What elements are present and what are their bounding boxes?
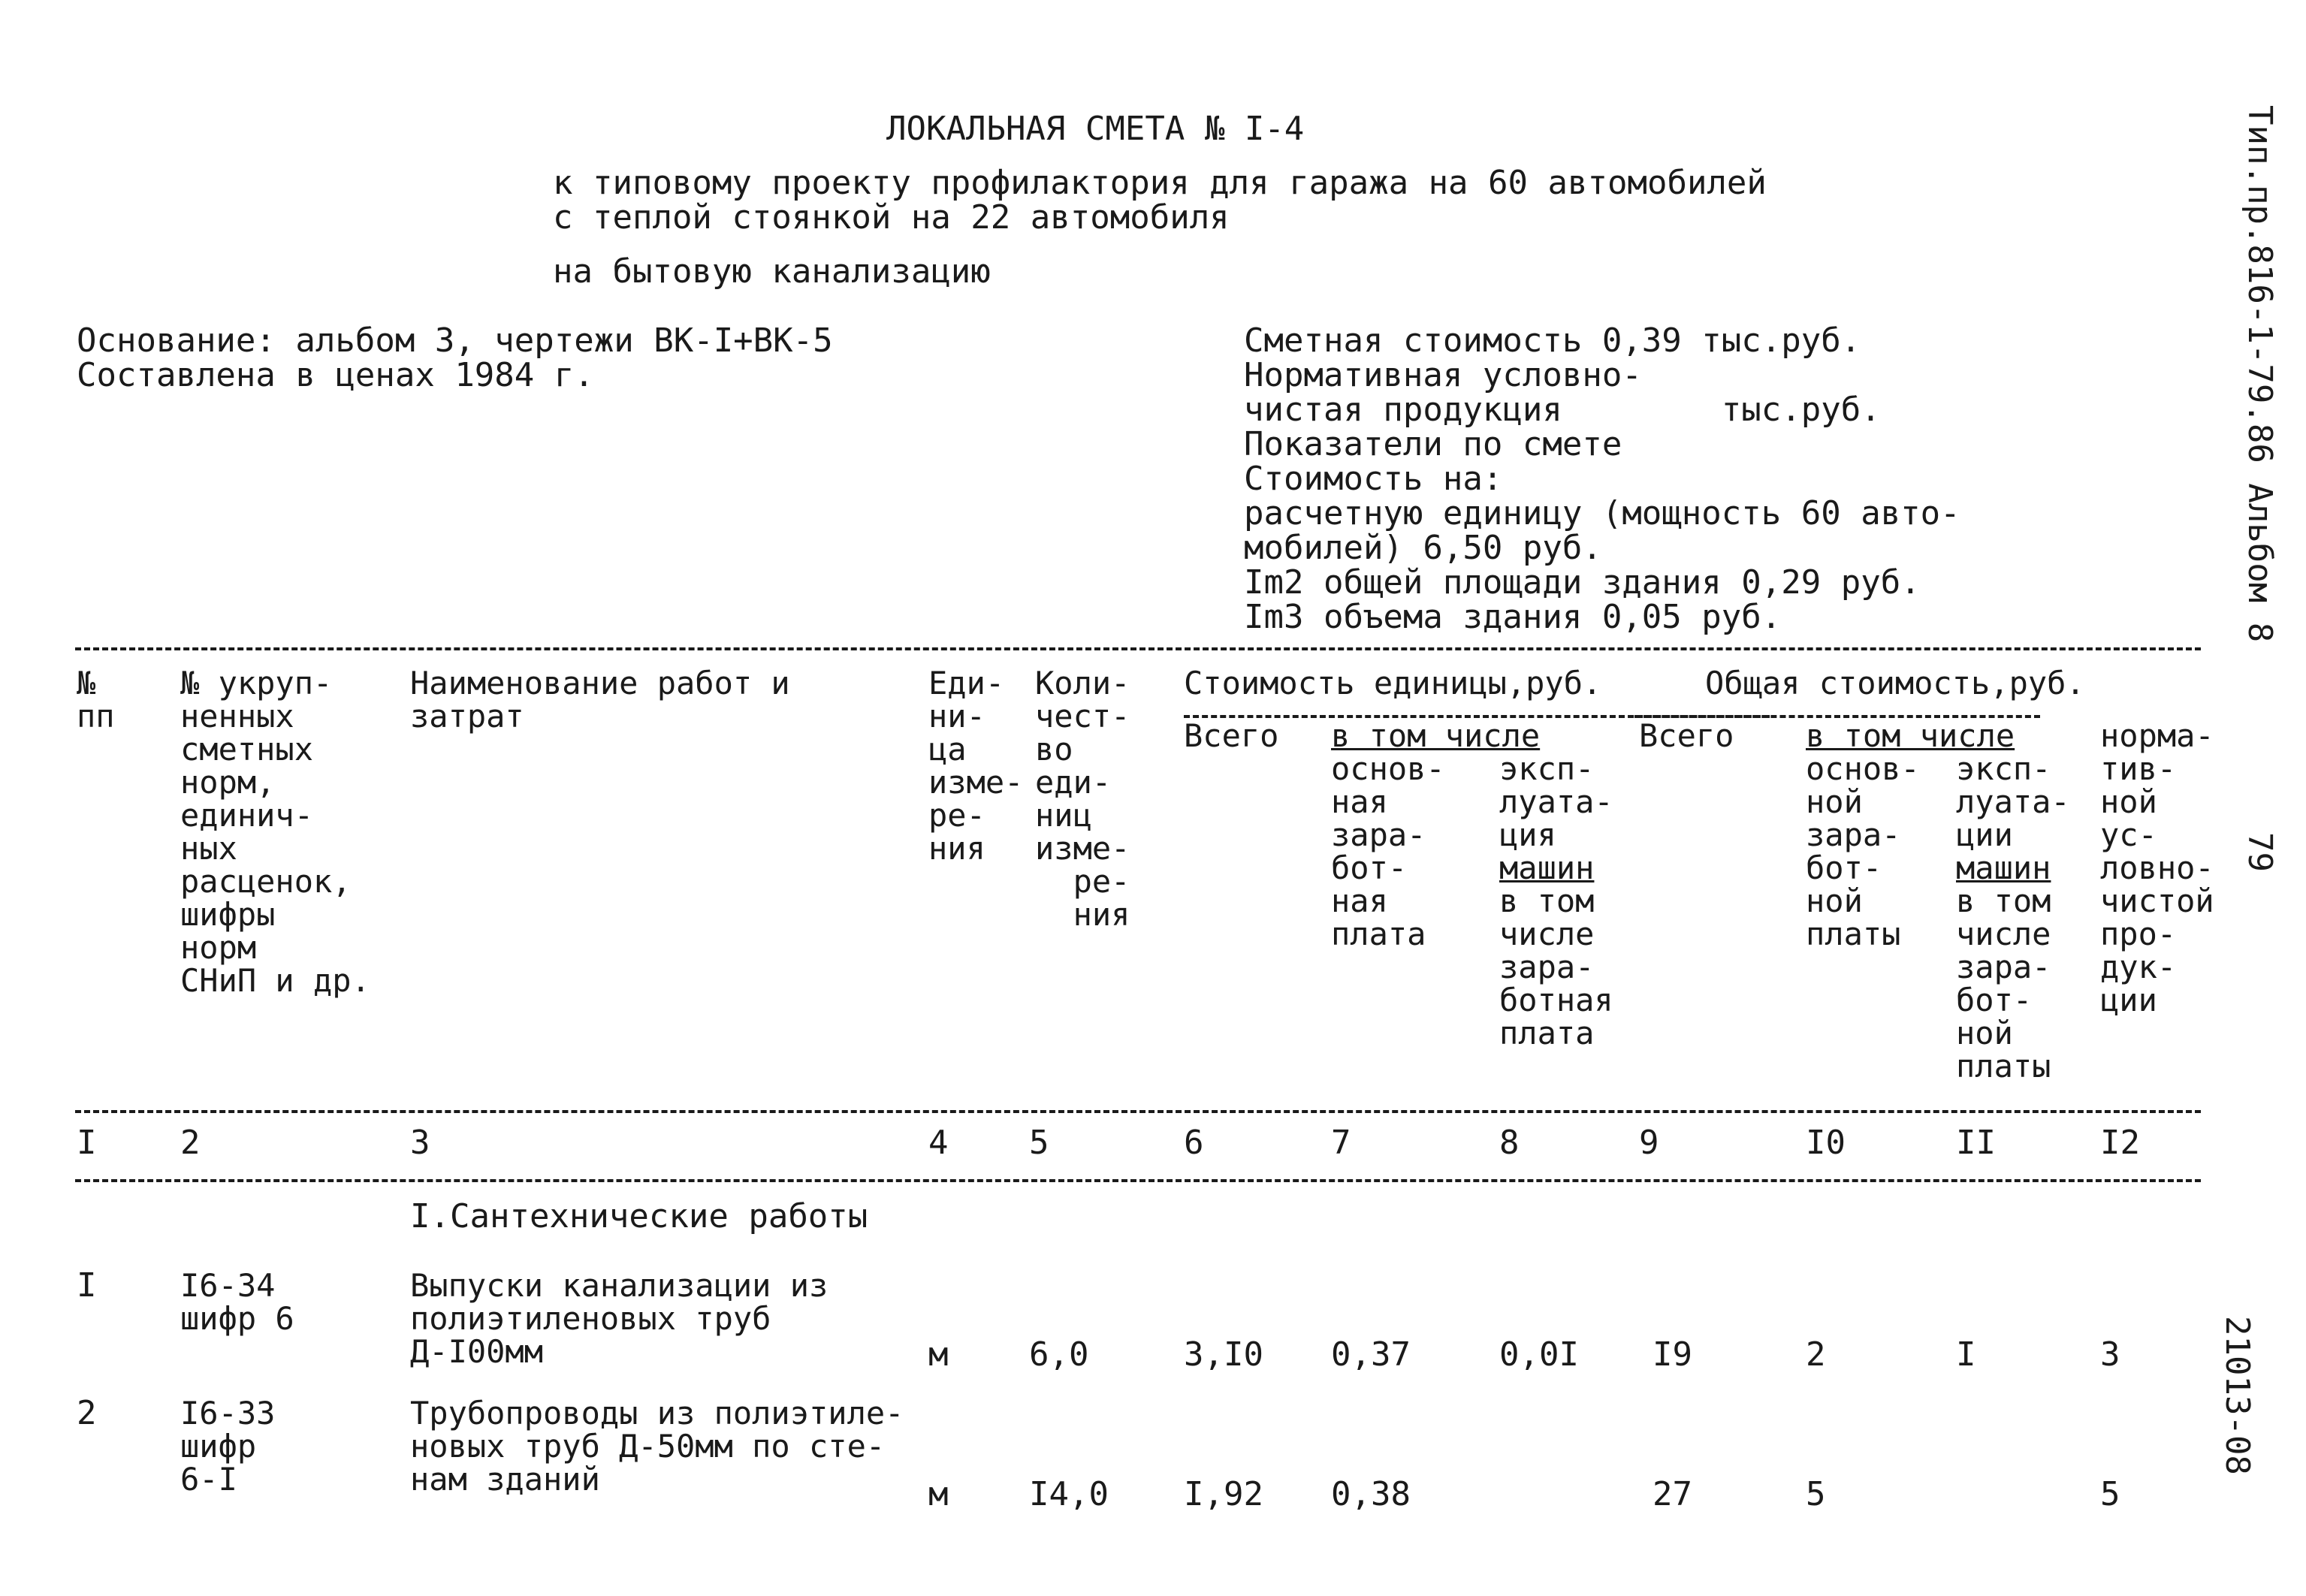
col-number: 5	[1029, 1124, 1049, 1162]
col-number: 2	[180, 1124, 201, 1162]
summary-line-9: Im3 объема здания 0,05 руб.	[1244, 598, 1782, 636]
subtitle-line-2: с теплой стоянкой на 22 автомобиля	[553, 198, 1230, 237]
summary-line-4: Показатели по смете	[1244, 425, 1622, 463]
col-header-unit-wage: основ- ная зара- бот- ная плата	[1331, 750, 1445, 952]
summary-line-6: расчетную единицу (мощность 60 авто-	[1244, 494, 1960, 533]
row-2-unit: м	[928, 1475, 949, 1513]
row-1-normative-net: 3	[2100, 1335, 2120, 1374]
basis-line-1: Основание: альбом 3, чертежи ВК-I+ВК-5	[77, 321, 833, 360]
table-top-rule	[75, 647, 2201, 650]
col-header-normative-net: норма- тив- ной ус- ловно- чистой про- дук- ции	[2100, 717, 2214, 1018]
row-2-num: 2	[77, 1394, 97, 1432]
summary-line-3: чистая продукция тыс.руб.	[1244, 391, 1881, 429]
row-2-normative-net: 5	[2100, 1475, 2120, 1513]
col-header-num: № пп	[77, 665, 115, 735]
row-1-unit-total: 3,I0	[1184, 1335, 1263, 1374]
row-1-total-machine: I	[1956, 1335, 1976, 1374]
subtitle-line-1: к типовому проекту профилактория для гаража на 60 автомобилей	[553, 164, 1767, 202]
col-header-total-machine-top: эксп- луата- ции	[1956, 750, 2070, 853]
col-number: II	[1956, 1124, 1996, 1162]
col-header-total-machine-ul: машин	[1956, 849, 2051, 886]
summary-line-7: мобилей) 6,50 руб.	[1244, 529, 1602, 567]
col-header-total-machine-bottom: в том числе зара- бот- ной платы	[1956, 882, 2051, 1085]
col-number: 4	[928, 1124, 949, 1162]
row-1-name: Выпуски канализации из полиэтиленовых труб Д-I00мм	[410, 1267, 829, 1370]
header-bottom-rule	[75, 1110, 2201, 1113]
colnum-bottom-rule	[75, 1179, 2201, 1182]
row-2-total-wage: 5	[1806, 1475, 1826, 1513]
col-number: I	[77, 1124, 97, 1162]
row-1-num: I	[77, 1266, 97, 1305]
col-header-total-including: в том числе	[1806, 717, 2015, 754]
summary-line-1: Сметная стоимость 0,39 тыс.руб.	[1244, 321, 1861, 360]
margin-archive-number: 21013-08	[2218, 1316, 2256, 1475]
col-header-unit-machine-top: эксп- луата- ция	[1499, 750, 1613, 853]
document-title: ЛОКАЛЬНАЯ СМЕТА № I-4	[886, 110, 1305, 148]
row-1-unit-machine: 0,0I	[1499, 1335, 1579, 1374]
row-1-unit-wage: 0,37	[1331, 1335, 1411, 1374]
summary-line-8: Im2 общей площади здания 0,29 руб.	[1244, 563, 1921, 602]
col-header-total-wage: основ- ной зара- бот- ной платы	[1806, 750, 1920, 952]
row-2-total: 27	[1653, 1475, 1692, 1513]
summary-line-2: Нормативная условно-	[1244, 356, 1642, 394]
row-1-code: I6-34 шифр 6	[180, 1267, 294, 1337]
col-number: 9	[1639, 1124, 1659, 1162]
col-header-unit-total: Всего	[1184, 717, 1279, 754]
row-2-unit-total: I,92	[1184, 1475, 1263, 1513]
col-number: 8	[1499, 1124, 1520, 1162]
col-header-total: Всего	[1639, 717, 1734, 754]
col-header-quantity: Коли- чест- во еди- ниц изме- ре- ния	[1035, 665, 1130, 933]
subtitle-line-3: на бытовую канализацию	[553, 252, 991, 291]
col-header-total-cost-group: Общая стоимость,руб.	[1705, 665, 2085, 701]
row-1-quantity: 6,0	[1029, 1335, 1089, 1374]
col-number: I0	[1806, 1124, 1846, 1162]
col-header-norm-code: № укруп- ненных сметных норм, единич- ных расценок, шифры норм СНиП и др.	[180, 665, 370, 999]
margin-page-number: 79	[2241, 832, 2279, 872]
col-number: 3	[410, 1124, 430, 1162]
col-header-work-name: Наименование работ и затрат	[410, 665, 790, 735]
col-header-unit-machine-ul: машин	[1499, 849, 1595, 886]
margin-doc-reference: Тип.пр.816-1-79.86 Альбом 8	[2241, 105, 2279, 643]
row-2-name: Трубопроводы из полиэтиле- новых труб Д-50мм по сте- нам зданий	[410, 1395, 904, 1498]
section-heading: I.Сантехнические работы	[410, 1197, 868, 1235]
row-1-total: I9	[1653, 1335, 1692, 1374]
col-number: 7	[1331, 1124, 1351, 1162]
row-2-unit-wage: 0,38	[1331, 1475, 1411, 1513]
col-header-unit-cost-group: Стоимость единицы,руб.	[1184, 665, 1602, 701]
row-1-total-wage: 2	[1806, 1335, 1826, 1374]
basis-line-2: Составлена в ценах 1984 г.	[77, 356, 594, 394]
col-number: I2	[2100, 1124, 2140, 1162]
col-header-unit-machine-bottom: в том числе зара- ботная плата	[1499, 882, 1613, 1051]
row-1-unit: м	[928, 1335, 949, 1374]
col-number: 6	[1184, 1124, 1204, 1162]
col-header-unit: Еди- ни- ца изме- ре- ния	[928, 665, 1024, 867]
col-header-unit-including: в том числе	[1331, 717, 1541, 754]
summary-line-5: Стоимость на:	[1244, 460, 1503, 498]
row-2-quantity: I4,0	[1029, 1475, 1109, 1513]
row-2-code: I6-33 шифр 6-I	[180, 1395, 276, 1498]
